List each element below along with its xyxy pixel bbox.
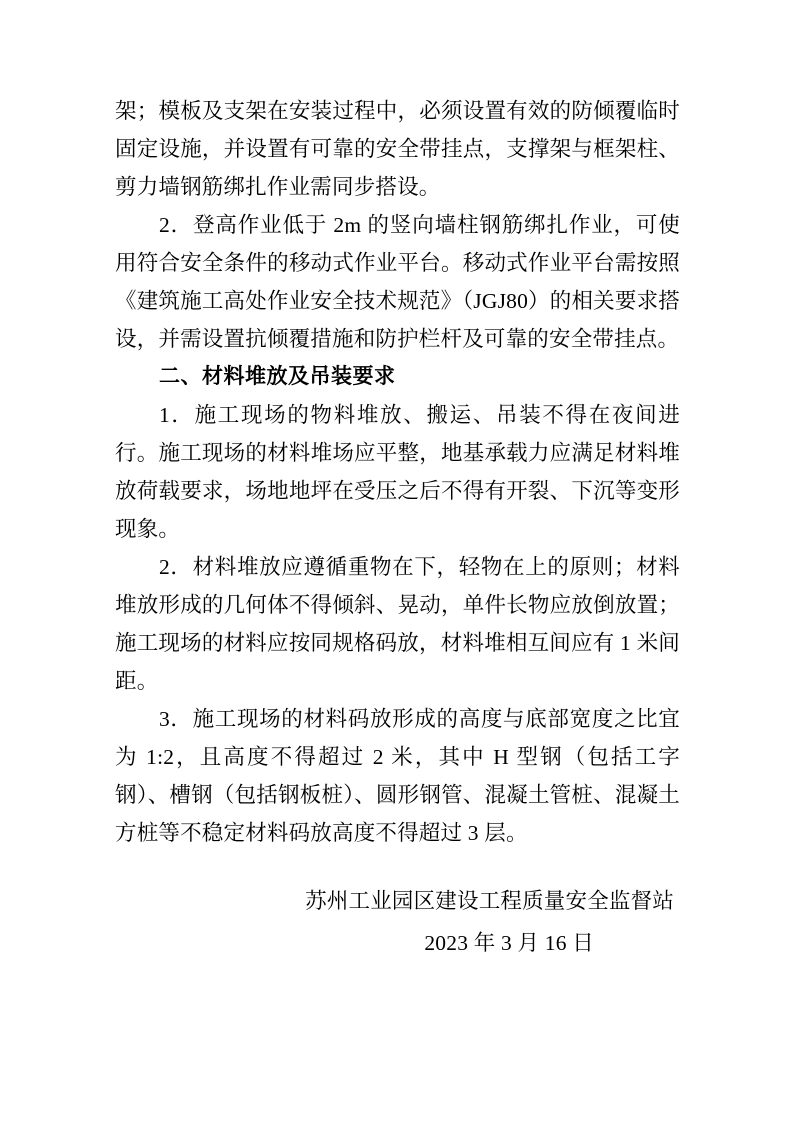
paragraph-item-2: 2．登高作业低于 2m 的竖向墙柱钢筋绑扎作业，可使用符合安全条件的移动式作业平台。移动式作业平台需按照《建筑施工高处作业安全技术规范》（JGJ80）的相关要求搭设，并需设置抗倾覆措施和防护栏杆及可靠的安全带挂点。 xyxy=(115,213,680,351)
signature-block xyxy=(115,880,680,964)
paragraph-continuation: 架；模板及支架在安装过程中，必须设置有效的防倾覆临时固定设施，并设置有可靠的安全带挂点，支撑架与框架柱、剪力墙钢筋绑扎作业需同步搭设。 xyxy=(115,99,680,199)
document-body xyxy=(115,92,680,852)
paragraph-item-3: 3．施工现场的材料码放形成的高度与底部宽度之比宜为 1:2，且高度不得超过 2 米，其中 H 型钢（包括工字钢）、槽钢（包括钢板桩）、圆形钢管、混凝土管桩、混凝土方桩等不稳定材料码放高度不得超过 3 层。 xyxy=(115,707,680,845)
issuing-organization: 苏州工业园区建设工程质量安全监督站 xyxy=(305,889,674,913)
section-heading-two: 二、材料堆放及吊装要求 xyxy=(159,365,396,388)
paragraph-item-2b: 2．材料堆放应遵循重物在下，轻物在上的原则；材料堆放形成的几何体不得倾斜、晃动，单件长物应放倒放置；施工现场的材料应按同规格码放，材料堆相互间应有 1 米间距。 xyxy=(115,555,680,693)
paragraph-item-1: 1．施工现场的物料堆放、搬运、吊装不得在夜间进行。施工现场的材料堆场应平整，地基承载力应满足材料堆放荷载要求，场地地坪在受压之后不得有开裂、下沉等变形现象。 xyxy=(115,403,680,541)
issue-date: 2023 年 3 月 16 日 xyxy=(424,931,594,955)
